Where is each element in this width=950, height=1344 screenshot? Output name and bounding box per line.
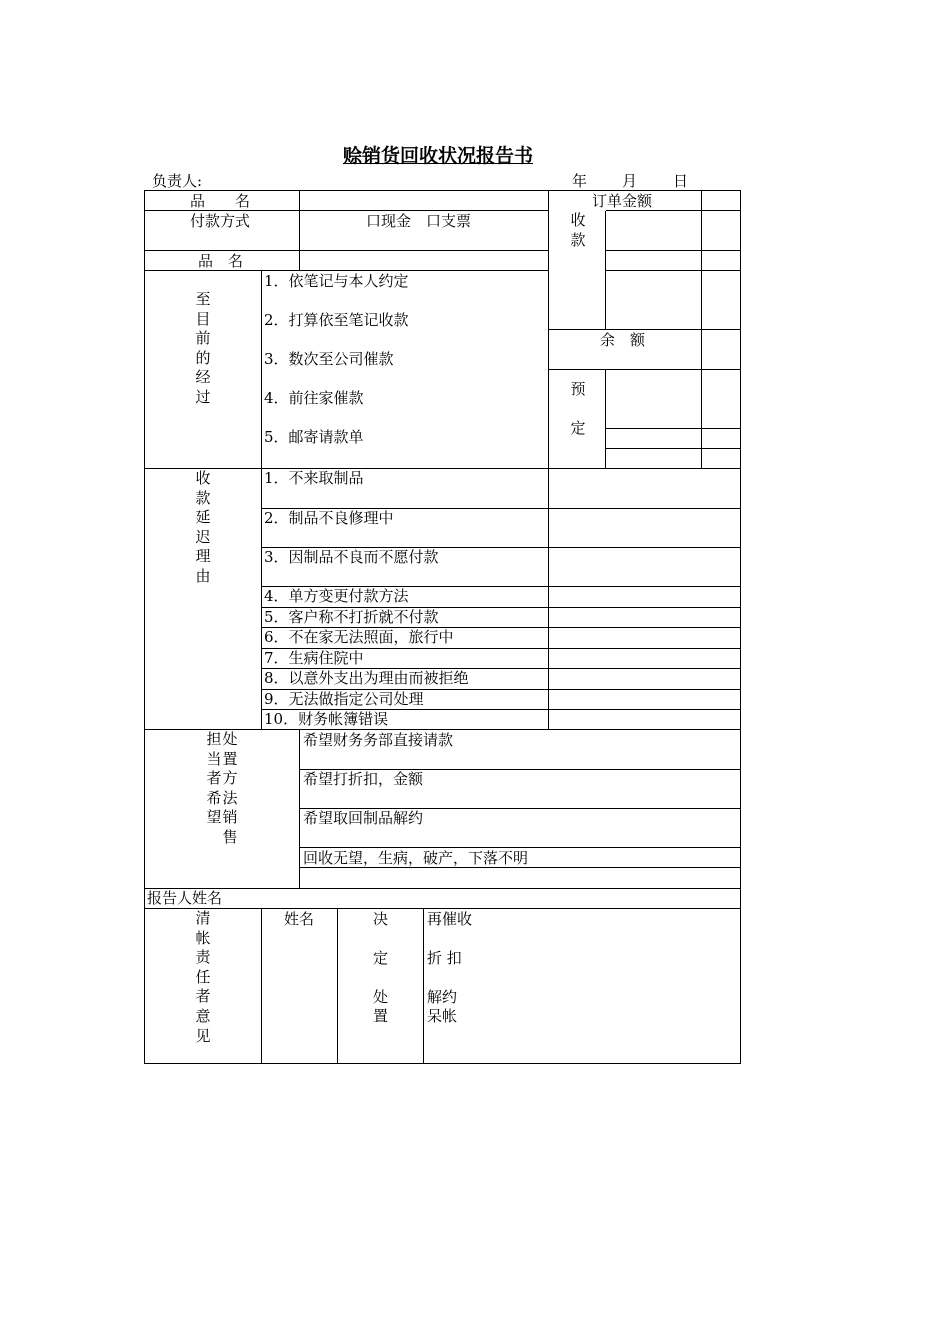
delay-item: 7．生病住院中 [264,649,364,667]
date-month-label: 月 [622,172,638,190]
line [606,250,740,251]
line [145,250,549,251]
line [299,191,300,270]
payment-method-label: 付款方式 [190,212,251,230]
handling-item: 回收无望，生病，破产，下落不明 [303,849,529,867]
progress-label: 至目前的经过 [195,290,211,406]
handling-item: 希望财务务部直接请款 [303,731,454,749]
reporter-name-label: 报告人姓名 [147,889,223,907]
delay-item: 5．客户称不打折就不付款 [264,608,439,626]
line [548,191,549,468]
order-amount-label: 订单金额 [592,192,653,210]
line [606,270,740,271]
responsible-label: 负责人: [152,172,203,190]
decision-option: 折 扣 [427,949,462,967]
line [548,469,549,729]
delay-item: 1．不来取制品 [264,469,364,487]
line [606,428,740,429]
delay-reason-label: 收款延迟理由 [195,469,211,585]
progress-item: 3．数次至公司催款 [264,350,394,368]
decision-label: 定 [373,949,389,967]
handling-label-col2: 处置方法销售 [222,730,238,846]
line [606,448,740,449]
progress-item: 5．邮寄请款单 [264,428,364,446]
decision-option: 解约 [427,988,458,1006]
delay-item: 2．制品不良修理中 [264,509,394,527]
delay-item: 4．单方变更付款方法 [264,587,409,605]
line [299,730,300,888]
decision-option: 呆帐 [427,1007,458,1025]
collected-label: 收款 [570,211,586,249]
delay-item: 6．不在家无法照面，旅行中 [264,628,454,646]
delay-item: 10．财务帐簿错误 [264,710,389,728]
line [605,211,606,329]
delay-item: 8．以意外支出为理由而被拒绝 [264,669,469,687]
line [423,909,424,1063]
decision-option: 再催收 [427,910,473,928]
line [145,908,740,909]
product-name-2-label: 品 名 [198,252,244,270]
decision-label: 决 [373,910,389,928]
payment-options: 口现金 口支票 [366,212,472,230]
line [549,329,740,330]
decision-label: 置 [373,1007,389,1025]
delay-item: 9．无法做指定公司处理 [264,690,424,708]
handling-label-col1: 担当者希望 [206,730,222,827]
decision-label: 处 [373,988,389,1006]
handling-item: 希望取回制品解约 [303,809,424,827]
handling-item: 希望打折扣，金额 [303,770,424,788]
scheduled-label: 预定 [570,380,586,437]
name-label: 姓名 [284,910,315,928]
date-year-label: 年 [572,172,588,190]
progress-item: 4．前往家催款 [264,389,364,407]
date-day-label: 日 [673,172,689,190]
line [145,888,740,889]
line [701,191,702,468]
line [145,468,740,469]
line [605,370,606,468]
report-title: 赊销货回收状况报告书 [343,145,534,167]
product-name-label: 品 名 [190,192,251,210]
line [261,909,262,1063]
line [299,847,740,848]
balance-label: 余 额 [600,331,646,349]
opinion-label: 清帐责任者意见 [195,909,211,1045]
line [261,271,262,729]
progress-item: 1．依笔记与本人约定 [264,272,409,290]
delay-item: 3．因制品不良而不愿付款 [264,548,439,566]
progress-item: 2．打算依至笔记收款 [264,311,409,329]
line [337,909,338,1063]
